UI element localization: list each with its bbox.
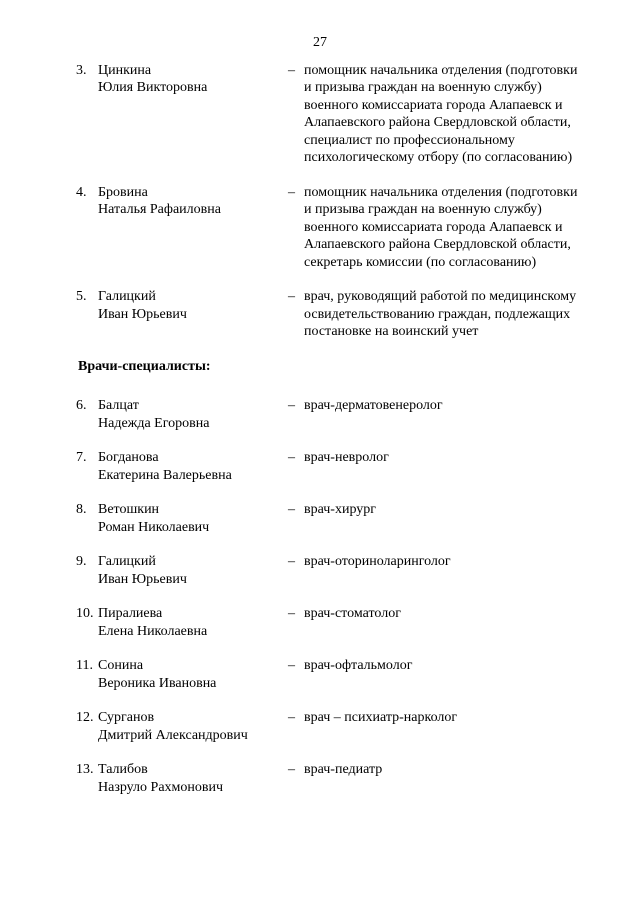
document-content [0, 62, 640, 797]
entry-role: врач, руководящий работой по медицинскому освидетельствованию граждан, подлежащих постановке на воинский учет [304, 289, 577, 339]
entry-dash: – [288, 398, 295, 413]
entry-dash: – [288, 762, 295, 777]
entry-number: 6. [76, 398, 87, 413]
entry-name: Богданова Екатерина Валерьевна [98, 450, 232, 483]
entry-number: 5. [76, 289, 87, 304]
entry-dash: – [288, 62, 295, 78]
entry-name: Талибов Назруло Рахмонович [98, 762, 224, 795]
entry-number: 8. [76, 502, 87, 517]
page-number: 27 [313, 35, 327, 50]
entry-name: Ветошкин Роман Николаевич [98, 502, 210, 535]
entry-dash: – [288, 502, 295, 517]
entry-role: врач-стоматолог [304, 606, 401, 621]
entry-name: Цинкина Юлия Викторовна [98, 62, 208, 95]
list-entry [0, 761, 640, 796]
entry-role: врач – психиатр-нарколог [304, 710, 458, 725]
list-entry [0, 397, 640, 432]
entry-role: врач-дерматовенеролог [304, 398, 443, 413]
list-entry [0, 553, 640, 588]
entry-role: врач-оториноларинголог [304, 554, 451, 569]
entry-name: Пиралиева Елена Николаевна [98, 606, 208, 639]
entry-number: 9. [76, 554, 87, 569]
entry-dash: – [288, 450, 295, 465]
list-entry [0, 501, 640, 536]
section-heading: Врачи-специалисты: [78, 358, 211, 374]
entry-number: 13. [76, 762, 94, 777]
entry-number: 3. [76, 62, 87, 78]
entry-name: Галицкий Иван Юрьевич [98, 289, 187, 322]
entry-dash: – [288, 606, 295, 621]
entry-dash: – [288, 710, 295, 725]
list-entry [0, 657, 640, 692]
entry-dash: – [288, 554, 295, 569]
entry-name: Сонина Вероника Ивановна [98, 658, 217, 691]
entry-role: помощник начальника отделения (подготовки и призыва граждан на военную службу) военного комиссариата города Алапаевск и Алапаевского района Свердловской области, секретарь комиссии (по согласованию) [304, 184, 578, 270]
entry-dash: – [288, 289, 295, 304]
list-entry [0, 288, 640, 341]
entry-number: 10. [76, 606, 94, 621]
entry-dash: – [288, 184, 295, 200]
list-entry [0, 605, 640, 640]
entry-name: Галицкий Иван Юрьевич [98, 554, 187, 587]
entry-name: Бровина Наталья Рафаиловна [98, 184, 221, 217]
list-entry [0, 62, 640, 167]
entry-name: Сурганов Дмитрий Александрович [98, 710, 248, 743]
entry-name: Балцат Надежда Егоровна [98, 398, 210, 431]
list-entry [0, 184, 640, 272]
entry-role: врач-педиатр [304, 762, 383, 777]
list-entry [0, 709, 640, 744]
entry-role: помощник начальника отделения (подготовки и призыва граждан на военную службу) военного комиссариата города Алапаевск и Алапаевского района Свердловской области, специалист по профессиональному психологическому отбору (по согласованию) [304, 62, 578, 165]
entry-number: 4. [76, 184, 87, 200]
entry-number: 7. [76, 450, 87, 465]
entry-number: 12. [76, 710, 94, 725]
list-entry [0, 449, 640, 484]
entry-role: врач-невролог [304, 450, 389, 465]
entry-role: врач-хирург [304, 502, 377, 517]
entry-role: врач-офтальмолог [304, 658, 413, 673]
entry-number: 11. [76, 658, 93, 673]
entry-dash: – [288, 658, 295, 673]
